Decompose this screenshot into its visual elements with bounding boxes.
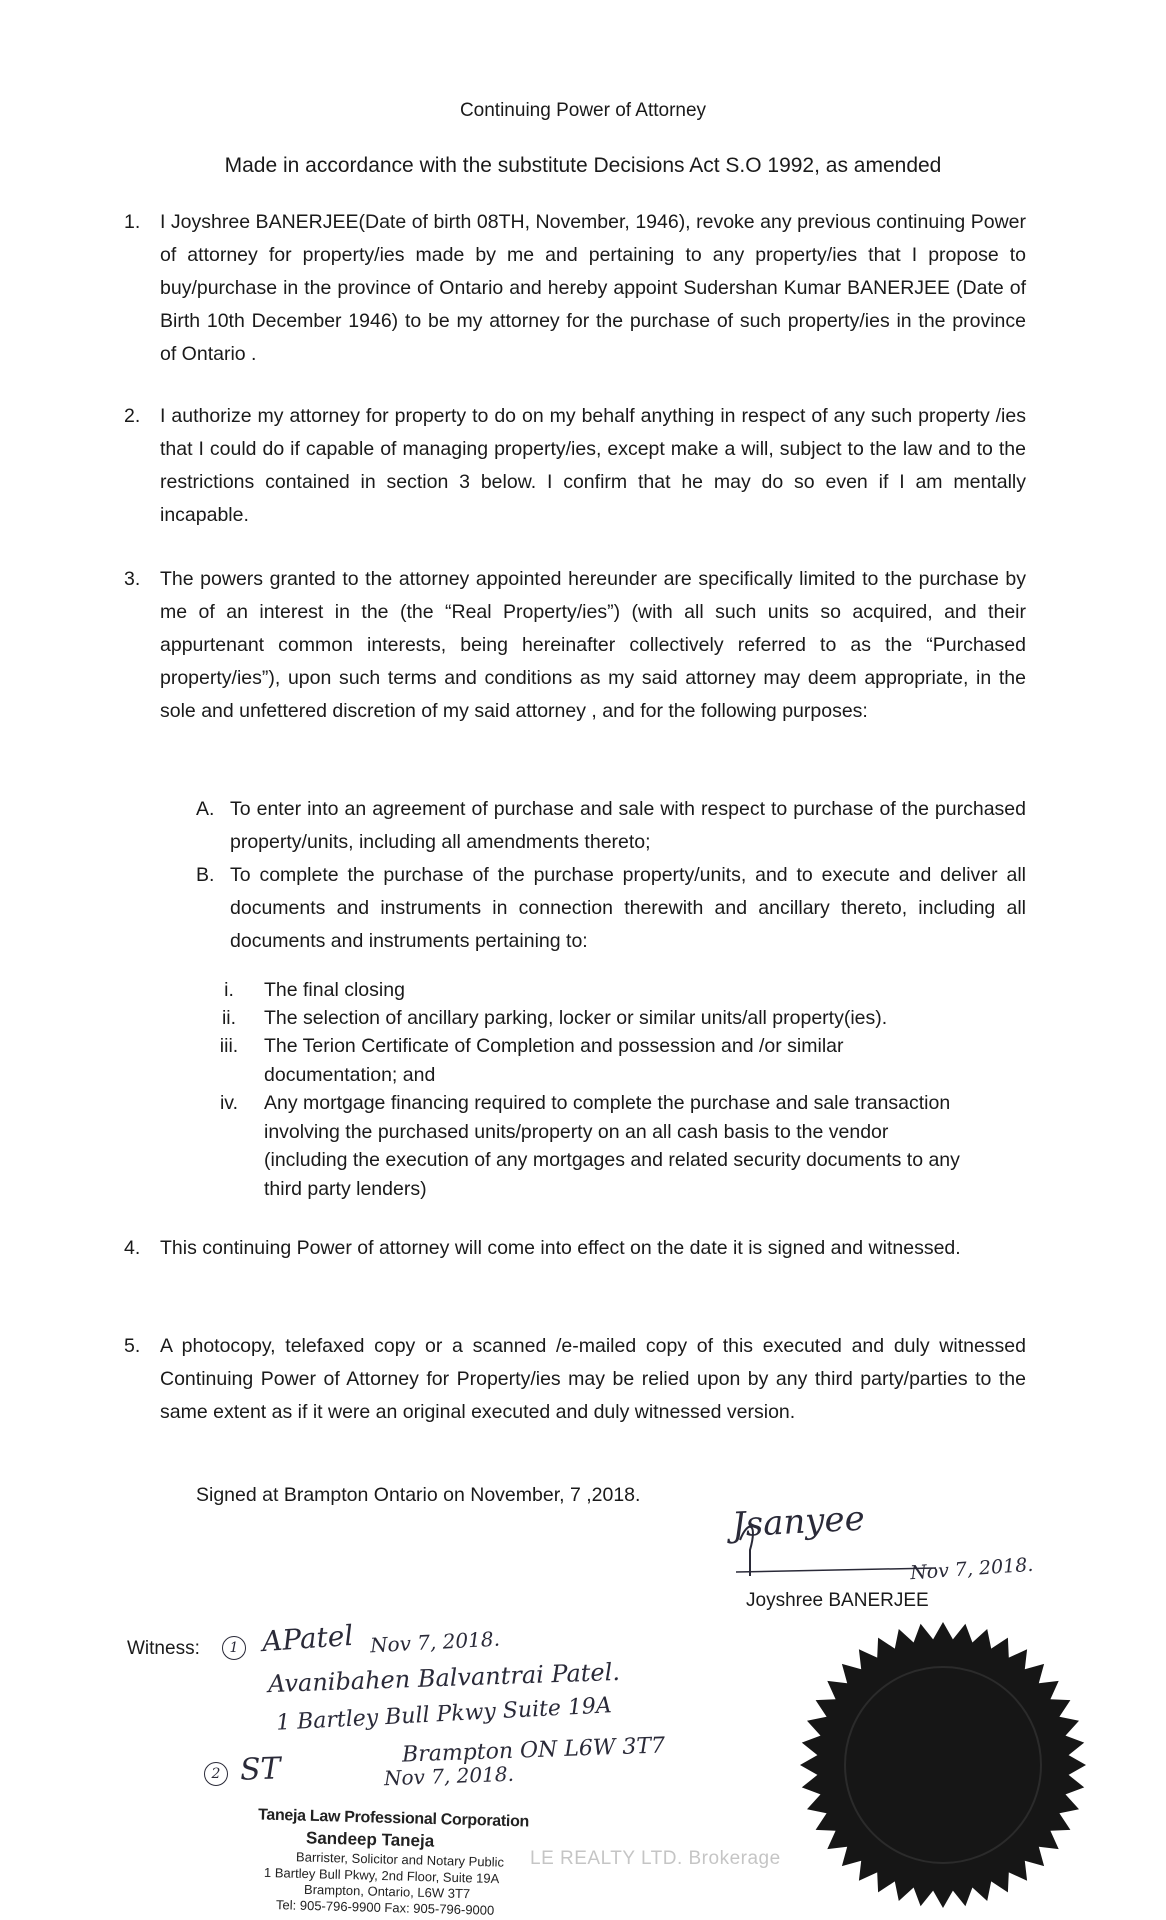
clause-4	[124, 1232, 1026, 1265]
clause-text: This continuing Power of attorney will come into effect on the date it is signed and witnessed.	[160, 1237, 961, 1259]
clause-number: 3.	[124, 568, 141, 590]
witness-1-address-2: Brampton ON L6W 3T7	[401, 1733, 666, 1768]
sub-item-iii	[219, 1032, 1034, 1089]
signed-at-line: Signed at Brampton Ontario on November, 7 ,2018.	[196, 1484, 641, 1506]
witness-1-name: Avanibahen Balvantrai Patel.	[267, 1657, 621, 1699]
witness-1-marker: 1	[222, 1636, 246, 1660]
purpose-b	[196, 859, 1026, 958]
clause-text: A photocopy, telefaxed copy or a scanned /e-mailed copy of this executed and duly witnessed Continuing Power of Attorney for Property/ies may be relied upon by any third party/parties to the same extent as if it were an original executed and duly witnessed version.	[160, 1335, 1026, 1423]
sub-item-iv	[219, 1089, 1034, 1203]
sub-item-i	[224, 976, 1034, 1005]
clause-number: 5.	[124, 1335, 141, 1357]
signatory-signature: Jsanyee	[731, 1498, 866, 1546]
notary-seal	[798, 1620, 1088, 1910]
purpose-a	[196, 793, 1026, 859]
purpose-letter: B.	[196, 864, 215, 886]
sub-item-line: third party lenders)	[264, 1177, 427, 1200]
clause-3	[124, 563, 1026, 728]
sub-item-line: Any mortgage financing required to complete the purchase and sale transaction	[264, 1092, 951, 1114]
stamp-firm: Taneja Law Professional Corporation	[257, 1806, 530, 1831]
clause-2	[124, 400, 1026, 532]
stamp-address-1: 1 Bartley Bull Pkwy, 2nd Floor, Suite 19A	[263, 1864, 500, 1887]
purpose-letter: A.	[196, 798, 215, 820]
stamp-role: Barrister, Solicitor and Notary Public	[295, 1849, 505, 1870]
sub-item-line: involving the purchased units/property on an all cash basis to the vendor	[264, 1120, 889, 1143]
witness-1-address-1: 1 Bartley Bull Pkwy Suite 19A	[275, 1693, 613, 1736]
clause-5	[124, 1330, 1026, 1429]
witness-2-marker: 2	[204, 1762, 228, 1786]
sub-item-number: i.	[224, 979, 234, 1001]
sub-item-ii	[221, 1004, 1034, 1033]
sub-item-line: The selection of ancillary parking, locker or similar units/all property(ies).	[264, 1007, 888, 1029]
clause-number: 4.	[124, 1237, 141, 1259]
witness-label: Witness:	[127, 1638, 200, 1659]
witness-1-signature: APatel	[260, 1618, 355, 1659]
document-subtitle: Made in accordance with the substitute Decisions Act S.O 1992, as amended	[224, 154, 942, 177]
sub-item-number: iv.	[219, 1092, 239, 1114]
signatory-name: Joyshree BANERJEE	[746, 1590, 929, 1611]
witness-2-date: Nov 7, 2018.	[383, 1761, 515, 1791]
sub-item-line: The Terion Certificate of Completion and possession and /or similar	[264, 1035, 844, 1057]
stamp-phone: Tel: 905-796-9900 Fax: 905-796-9000	[275, 1897, 495, 1918]
clause-number: 1.	[124, 211, 141, 233]
clause-1	[124, 206, 1026, 371]
witness-1-date: Nov 7, 2018.	[369, 1626, 501, 1658]
clause-text: The powers granted to the attorney appointed hereunder are specifically limited to the purchase by me of an interest in the (the “Real Property/ies”) (with all such units so acquired, and their appurtenant common interests, being hereinafter collectively referred to as the “Purchased property/ies”), upon such terms and conditions as my said attorney may deem appropriate, in the sole and unfettered discretion of my said attorney , and for the following purposes:	[160, 568, 1026, 722]
purpose-text: To enter into an agreement of purchase and sale with respect to purchase of the purchased property/units, including all amendments thereto;	[230, 798, 1026, 853]
sub-item-line: (including the execution of any mortgages and related security documents to any	[264, 1149, 960, 1171]
clause-text: I authorize my attorney for property to do on my behalf anything in respect of any such property /ies that I could do if capable of managing property/ies, except make a will, subject to the law and to the restrictions contained in section 3 below. I confirm that he may do so even if I am mentally incapable.	[160, 405, 1026, 526]
witness-2-signature: ST	[239, 1751, 282, 1788]
sub-item-number: iii.	[219, 1035, 239, 1057]
stamp-address-2: Brampton, Ontario, L6W 3T7	[303, 1881, 471, 1902]
sub-item-line: The final closing	[264, 979, 405, 1001]
clause-text: I Joyshree BANERJEE(Date of birth 08TH, November, 1946), revoke any previous continuing Power of attorney for property/ies made by me and pertaining to any property/ies that I propose to buy/purchase in the province of Ontario and hereby appoint Sudershan Kumar BANERJEE (Date of Birth 10th December 1946) to be my attorney for the purchase of such property/ies in the province of Ontario .	[160, 211, 1026, 365]
sub-item-line: documentation; and	[264, 1063, 436, 1086]
signatory-date: Nov 7, 2018.	[909, 1553, 1035, 1585]
watermark: LE REALTY LTD. Brokerage	[530, 1848, 781, 1869]
stamp-lawyer: Sandeep Taneja	[305, 1828, 435, 1851]
sub-item-number: ii.	[221, 1007, 237, 1029]
clause-number: 2.	[124, 405, 141, 427]
purpose-text: To complete the purchase of the purchase property/units, and to execute and deliver all documents and instruments in connection therewith and ancillary thereto, including all documents and instruments pertaining to:	[230, 864, 1026, 952]
document-title: Continuing Power of Attorney	[459, 100, 707, 121]
